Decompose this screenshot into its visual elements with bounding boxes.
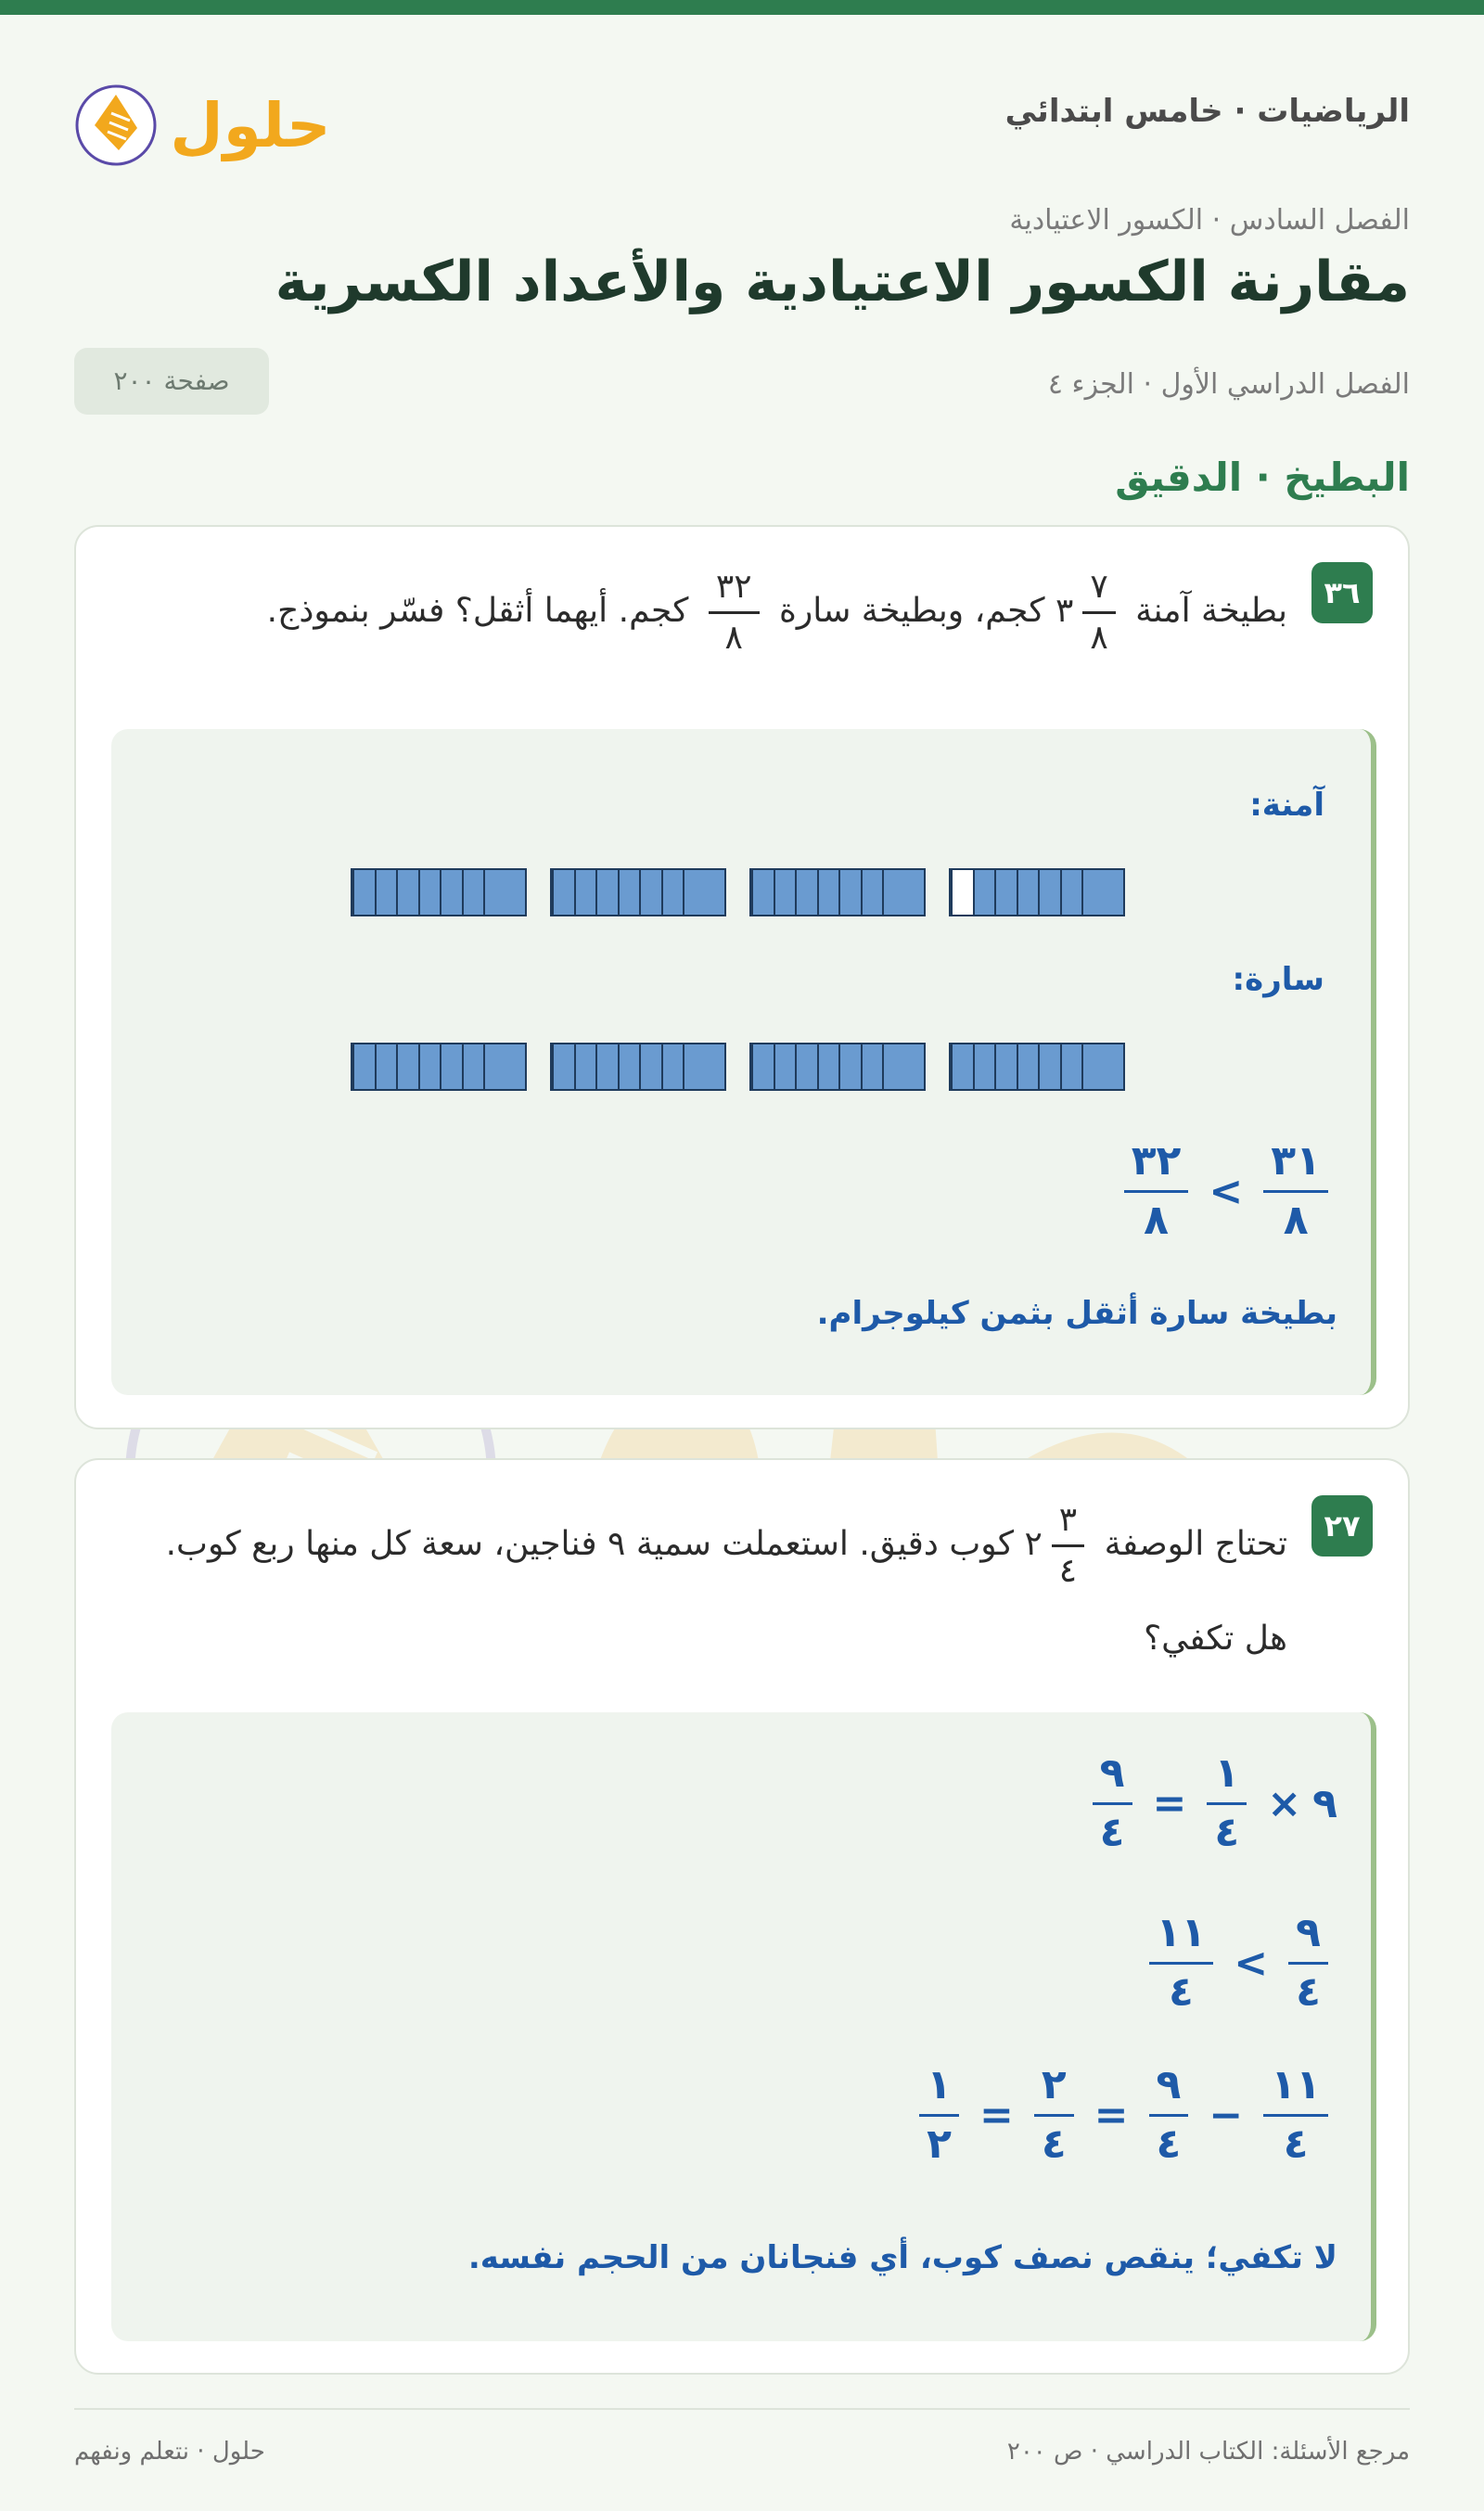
question-card-37 [74,1458,1410,2375]
bar-cell [440,1044,462,1089]
question-card-36 [74,525,1410,1429]
bar-cell [882,870,904,915]
bar-cell [1017,870,1039,915]
bar-cell [595,1044,618,1089]
bar-group [949,868,1125,916]
fraction-a: $\frac{٧}{٨}$ [1082,567,1115,657]
footer-source: مرجع الأسئلة: الكتاب الدراسي · ص ٢٠٠ [1006,2438,1410,2466]
equation-line-2: $\frac{٩}{٤}$ > $\frac{١١}{٤}$ [1140,1909,1337,2018]
top-accent-bar [0,0,1484,15]
bar-group [949,1043,1125,1091]
bar-cell [375,1044,397,1089]
bar-cell [705,1044,725,1089]
bar-cell [505,1044,526,1089]
sara-label: سارة: [1232,961,1324,998]
title-block [74,204,1410,314]
bar-cell [1038,1044,1060,1089]
bar-cell [774,1044,796,1089]
meta-row [74,348,1410,415]
bar-cell [639,1044,661,1089]
hulul-logo [74,74,352,167]
amna-model-bars [351,868,1130,916]
bar-cell [418,1044,441,1089]
bar-cell [661,1044,684,1089]
bar-cell [618,870,640,915]
chapter-label: الفصل السادس · الكسور الاعتيادية [1009,204,1410,237]
bar-cell [661,870,684,915]
answer-box [111,729,1376,1395]
footer-brand: حلول · نتعلم ونفهم [74,2438,265,2466]
bar-cell [595,870,618,915]
answer-conclusion: لا تكفي؛ ينقص نصف كوب، أي فنجانان من الحجم نفسه. [467,2239,1337,2276]
bar-cell [1081,870,1104,915]
bar-cell [418,870,441,915]
question-number: ٣٦ [1311,562,1373,623]
bar-cell [951,870,973,915]
bar-group [351,1043,527,1091]
equation-line-3: $\frac{١١}{٤}$ − $\frac{٩}{٤}$ = $\frac{٢}{٤}$ = $\frac{١}{٢}$ [910,2061,1337,2170]
bar-cell [440,870,462,915]
bar-cell [574,1044,596,1089]
question-text: تحتاج الوصفة $\frac{٣}{٤}$ ٢ كوب دقيق. استعملت سمية ٩ فناجين، سعة كل منها ربع كوب. هل تكفي؟ [165,1501,1287,1658]
svg-text:حلول: حلول [170,90,331,161]
bar-cell [1104,1044,1124,1089]
subject-label: الرياضيات · خامس ابتدائي [1004,93,1410,130]
semester-label: الفصل الدراسي الأول · الجزء ٤ [1047,368,1410,401]
bar-cell [751,1044,774,1089]
bar-cell [618,1044,640,1089]
page-title: مقارنة الكسور الاعتيادية والأعداد الكسرية [275,250,1410,314]
bar-cell [1081,1044,1104,1089]
bar-cell [973,1044,995,1089]
fraction: $\frac{٣}{٤}$ [1052,1500,1084,1590]
bar-group [550,868,726,916]
bar-cell [1104,870,1124,915]
bar-group [550,1043,726,1091]
bar-cell [861,1044,883,1089]
question-text: بطيخة آمنة $\frac{٧}{٨}$ ٣ كجم، وبطيخة سارة $\frac{٣٢}{٨}$ كجم. أيهما أثقل؟ فسّر بنموذج. [266,568,1287,657]
bar-cell [994,870,1017,915]
bar-cell [882,1044,904,1089]
amna-label: آمنة: [1249,787,1324,824]
bar-cell [396,1044,418,1089]
bar-cell [552,1044,574,1089]
bar-cell [462,1044,484,1089]
bar-cell [774,870,796,915]
comparison-expression: $\frac{٣١}{٨}$ > $\frac{٣٢}{٨}$ [1115,1137,1337,1246]
bar-cell [751,870,774,915]
bar-cell [705,870,725,915]
bar-cell [375,870,397,915]
bar-cell [1017,1044,1039,1089]
question-number: ٢٧ [1311,1495,1373,1557]
equation-line-1: ٩ × $\frac{١}{٤}$ = $\frac{٩}{٤}$ [1083,1749,1337,1858]
bar-cell [904,1044,925,1089]
bar-cell [1038,870,1060,915]
bar-cell [861,870,883,915]
bar-group [749,1043,926,1091]
bar-cell [639,870,661,915]
bar-cell [795,870,817,915]
answer-box [111,1712,1376,2341]
bar-cell [838,870,861,915]
compare-operator: > [1209,1167,1244,1215]
page-header [74,65,1410,167]
section-title: البطيخ · الدقيق [1115,455,1410,500]
bar-group [351,868,527,916]
bar-cell [683,870,705,915]
bar-cell [1060,1044,1082,1089]
bar-cell [1060,870,1082,915]
bar-cell [683,1044,705,1089]
bar-cell [462,870,484,915]
bar-cell [396,870,418,915]
answer-conclusion: بطيخة سارة أثقل بثمن كيلوجرام. [816,1295,1337,1332]
bar-group [749,868,926,916]
bar-cell [817,1044,839,1089]
bar-cell [994,1044,1017,1089]
bar-cell [505,870,526,915]
bar-cell [838,1044,861,1089]
page-badge: صفحة ٢٠٠ [74,348,269,415]
bar-cell [483,870,505,915]
fraction-b: $\frac{٣٢}{٨}$ [709,567,760,657]
bar-cell [352,870,375,915]
bar-cell [951,1044,973,1089]
bar-cell [483,1044,505,1089]
sara-model-bars [351,1043,1130,1091]
bar-cell [904,870,925,915]
bar-cell [552,870,574,915]
bar-cell [352,1044,375,1089]
footer-divider [74,2408,1410,2410]
bar-cell [973,870,995,915]
bar-cell [574,870,596,915]
bar-cell [817,870,839,915]
bar-cell [795,1044,817,1089]
